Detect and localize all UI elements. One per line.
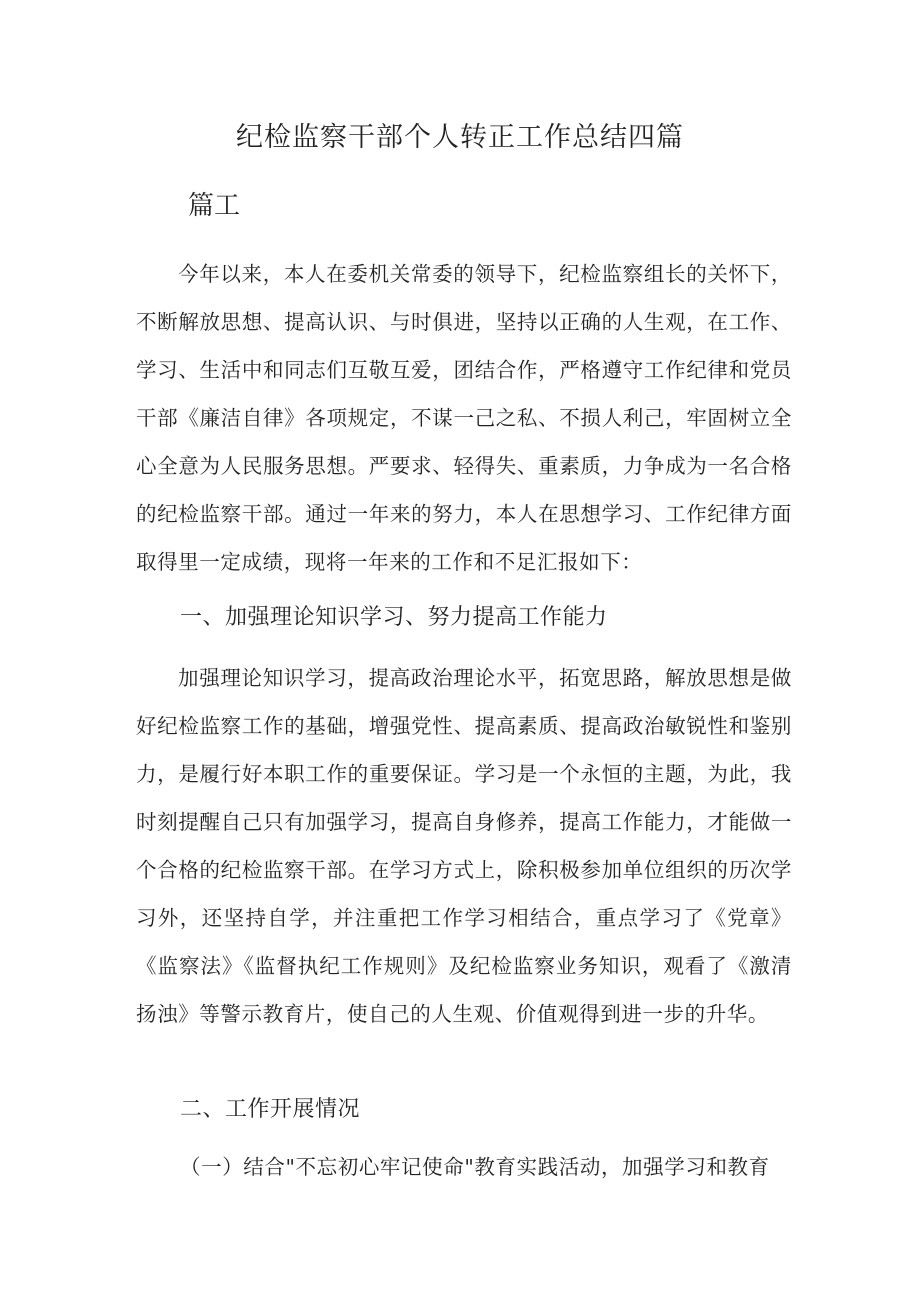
document-title: 纪检监察干部个人转正工作总结四篇 xyxy=(236,122,684,153)
section-heading-1: 一、加强理论知识学习、努力提高工作能力 xyxy=(180,605,608,630)
paragraph-intro: 今年以来，本人在委机关常委的领导下，纪检监察组长的关怀下，不断解放思想、提高认识、与时俱进，坚持以正确的人生观，在工作、学习、生活中和同志们互敬互爱，团结合作，严格遵守工作纪律和党员干部《廉洁自律》各项规定，不谋一己之私、不损人利己，牢固树立全心全意为人民服务思想。严要求、轻得失、重素质，力争成为一名合格的纪检监察干部。通过一年来的努力，本人在思想学习、工作纪律方面取得里一定成绩，现将一年来的工作和不足汇报如下： xyxy=(136,262,792,574)
section-heading-2: 二、工作开展情况 xyxy=(180,1097,361,1122)
sub-heading-1: （一）结合"不忘初心牢记使命"教育实践活动，加强学习和教育 xyxy=(180,1155,770,1179)
document-subtitle: 篇工 xyxy=(188,191,241,221)
paragraph-study: 加强理论知识学习，提高政治理论水平，拓宽思路，解放思想是做好纪检监察工作的基础，增强党性、提高素质、提高政治敏锐性和鉴别力，是履行好本职工作的重要保证。学习是一个永恒的主题，为此，我时刻提醒自己只有加强学习，提高自身修养，提高工作能力，才能做一个合格的纪检监察干部。在学习方式上，除积极参加单位组织的历次学习外，还坚持自学，并注重把工作学习相结合，重点学习了《党章》《监察法》《监督执纪工作规则》及纪检监察业务知识，观看了《激清扬浊》等警示教育片，使自己的人生观、价值观得到进一步的升华。 xyxy=(136,666,792,1026)
